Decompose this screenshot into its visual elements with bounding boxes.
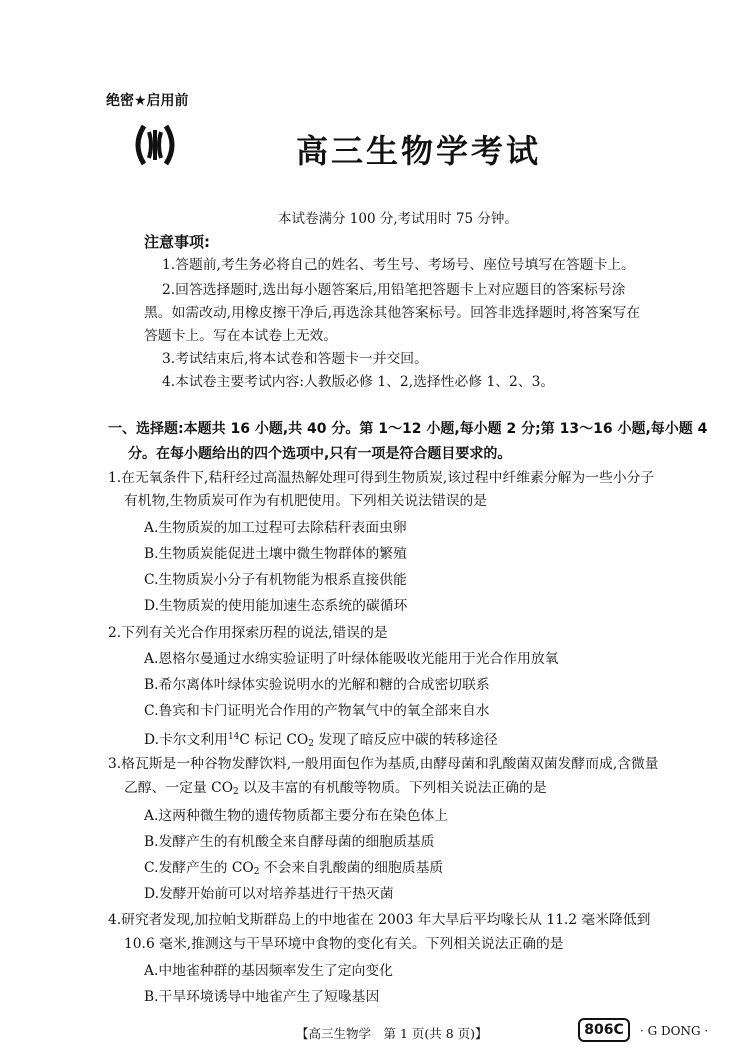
option-b: B.干旱环境诱导中地雀产生了短喙基因: [144, 989, 380, 1005]
question-stem: 10.6 毫米,推测这与干旱环境中食物的变化有关。下列相关说法正确的是: [124, 936, 564, 952]
exam-title: 高三生物学考试: [296, 132, 542, 170]
notice-item: 4.本试卷主要考试内容:人教版必修 1、2,选择性必修 1、2、3。: [162, 374, 555, 390]
option-c: C.鲁宾和卡门证明光合作用的产物氧气中的氧全部来自水: [144, 703, 490, 719]
page-footer: 【高三生物学 第 1 页(共 8 页)】: [296, 1026, 488, 1041]
option-a: A.恩格尔曼通过水绵实验证明了叶绿体能吸收光能用于光合作用放氧: [144, 651, 559, 667]
option-c: C.生物质炭小分子有机物能为根系直接供能: [144, 572, 407, 588]
question-stem: 1.在无氧条件下,秸秆经过高温热解处理可得到生物质炭,该过程中纤维素分解为一些小分子: [108, 470, 655, 486]
section-heading: 一、选择题:本题共 16 小题,共 40 分。第 1～12 小题,每小题 2 分;第 13～16 小题,每小题 4: [108, 421, 708, 437]
notice-item: 2.回答选择题时,选出每小题答案后,用铅笔把答题卡上对应题目的答案标号涂: [162, 282, 626, 298]
brand-mark: · G DONG ·: [640, 1024, 709, 1038]
question-stem: 乙醇、一定量 CO2 以及丰富的有机酸等物质。下列相关说法正确的是: [124, 780, 547, 797]
notice-item: 黑。如需改动,用橡皮擦干净后,再选涂其他答案标号。回答非选择题时,将答案写在: [144, 305, 641, 321]
option-a: A.生物质炭的加工过程可去除秸秆表面虫卵: [144, 520, 407, 536]
option-c: C.发酵产生的 CO2 不会来自乳酸菌的细胞质基质: [144, 860, 444, 877]
option-b: B.发酵产生的有机酸全来自酵母菌的细胞质基质: [144, 834, 435, 850]
option-d: D.生物质炭的使用能加速生态系统的碳循环: [144, 598, 408, 614]
notice-item: 1.答题前,考生务必将自己的姓名、考生号、考场号、座位号填写在答题卡上。: [162, 257, 635, 273]
question-stem: 2.下列有关光合作用探索历程的说法,错误的是: [108, 625, 388, 641]
paper-code-badge: 806C: [578, 1018, 630, 1042]
question-stem: 4.研究者发现,加拉帕戈斯群岛上的中地雀在 2003 年大旱后平均喙长从 11.2 毫米降低到: [108, 912, 651, 928]
publisher-logo-icon: [130, 120, 180, 170]
section-heading: 分。在每小题给出的四个选项中,只有一项是符合题目要求的。: [128, 446, 512, 462]
exam-subtitle: 本试卷满分 100 分,考试用时 75 分钟。: [278, 211, 518, 227]
option-a: A.中地雀种群的基因频率发生了定向变化: [144, 963, 393, 979]
notice-item: 3.考试结束后,将本试卷和答题卡一并交回。: [162, 351, 428, 367]
confidential-label: 绝密★启用前: [106, 93, 189, 109]
option-d: D.发酵开始前可以对培养基进行干热灭菌: [144, 886, 394, 902]
question-stem: 有机物,生物质炭可作为有机肥使用。下列相关说法错误的是: [124, 493, 488, 509]
option-b: B.希尔离体叶绿体实验说明水的光解和糖的合成密切联系: [144, 677, 490, 693]
option-a: A.这两种微生物的遗传物质都主要分布在染色体上: [144, 808, 449, 824]
question-stem: 3.格瓦斯是一种谷物发酵饮料,一般用面包作为基质,由酵母菌和乳酸菌双菌发酵而成,含微量: [108, 756, 659, 772]
option-b: B.生物质炭能促进土壤中微生物群体的繁殖: [144, 546, 407, 562]
option-d: D.卡尔文利用$^{14}$C 标记 CO2 发现了暗反应中碳的转移途径: [144, 732, 498, 749]
notice-item: 答题卡上。写在本试卷上无效。: [144, 328, 338, 344]
notice-heading: 注意事项:: [144, 233, 210, 251]
